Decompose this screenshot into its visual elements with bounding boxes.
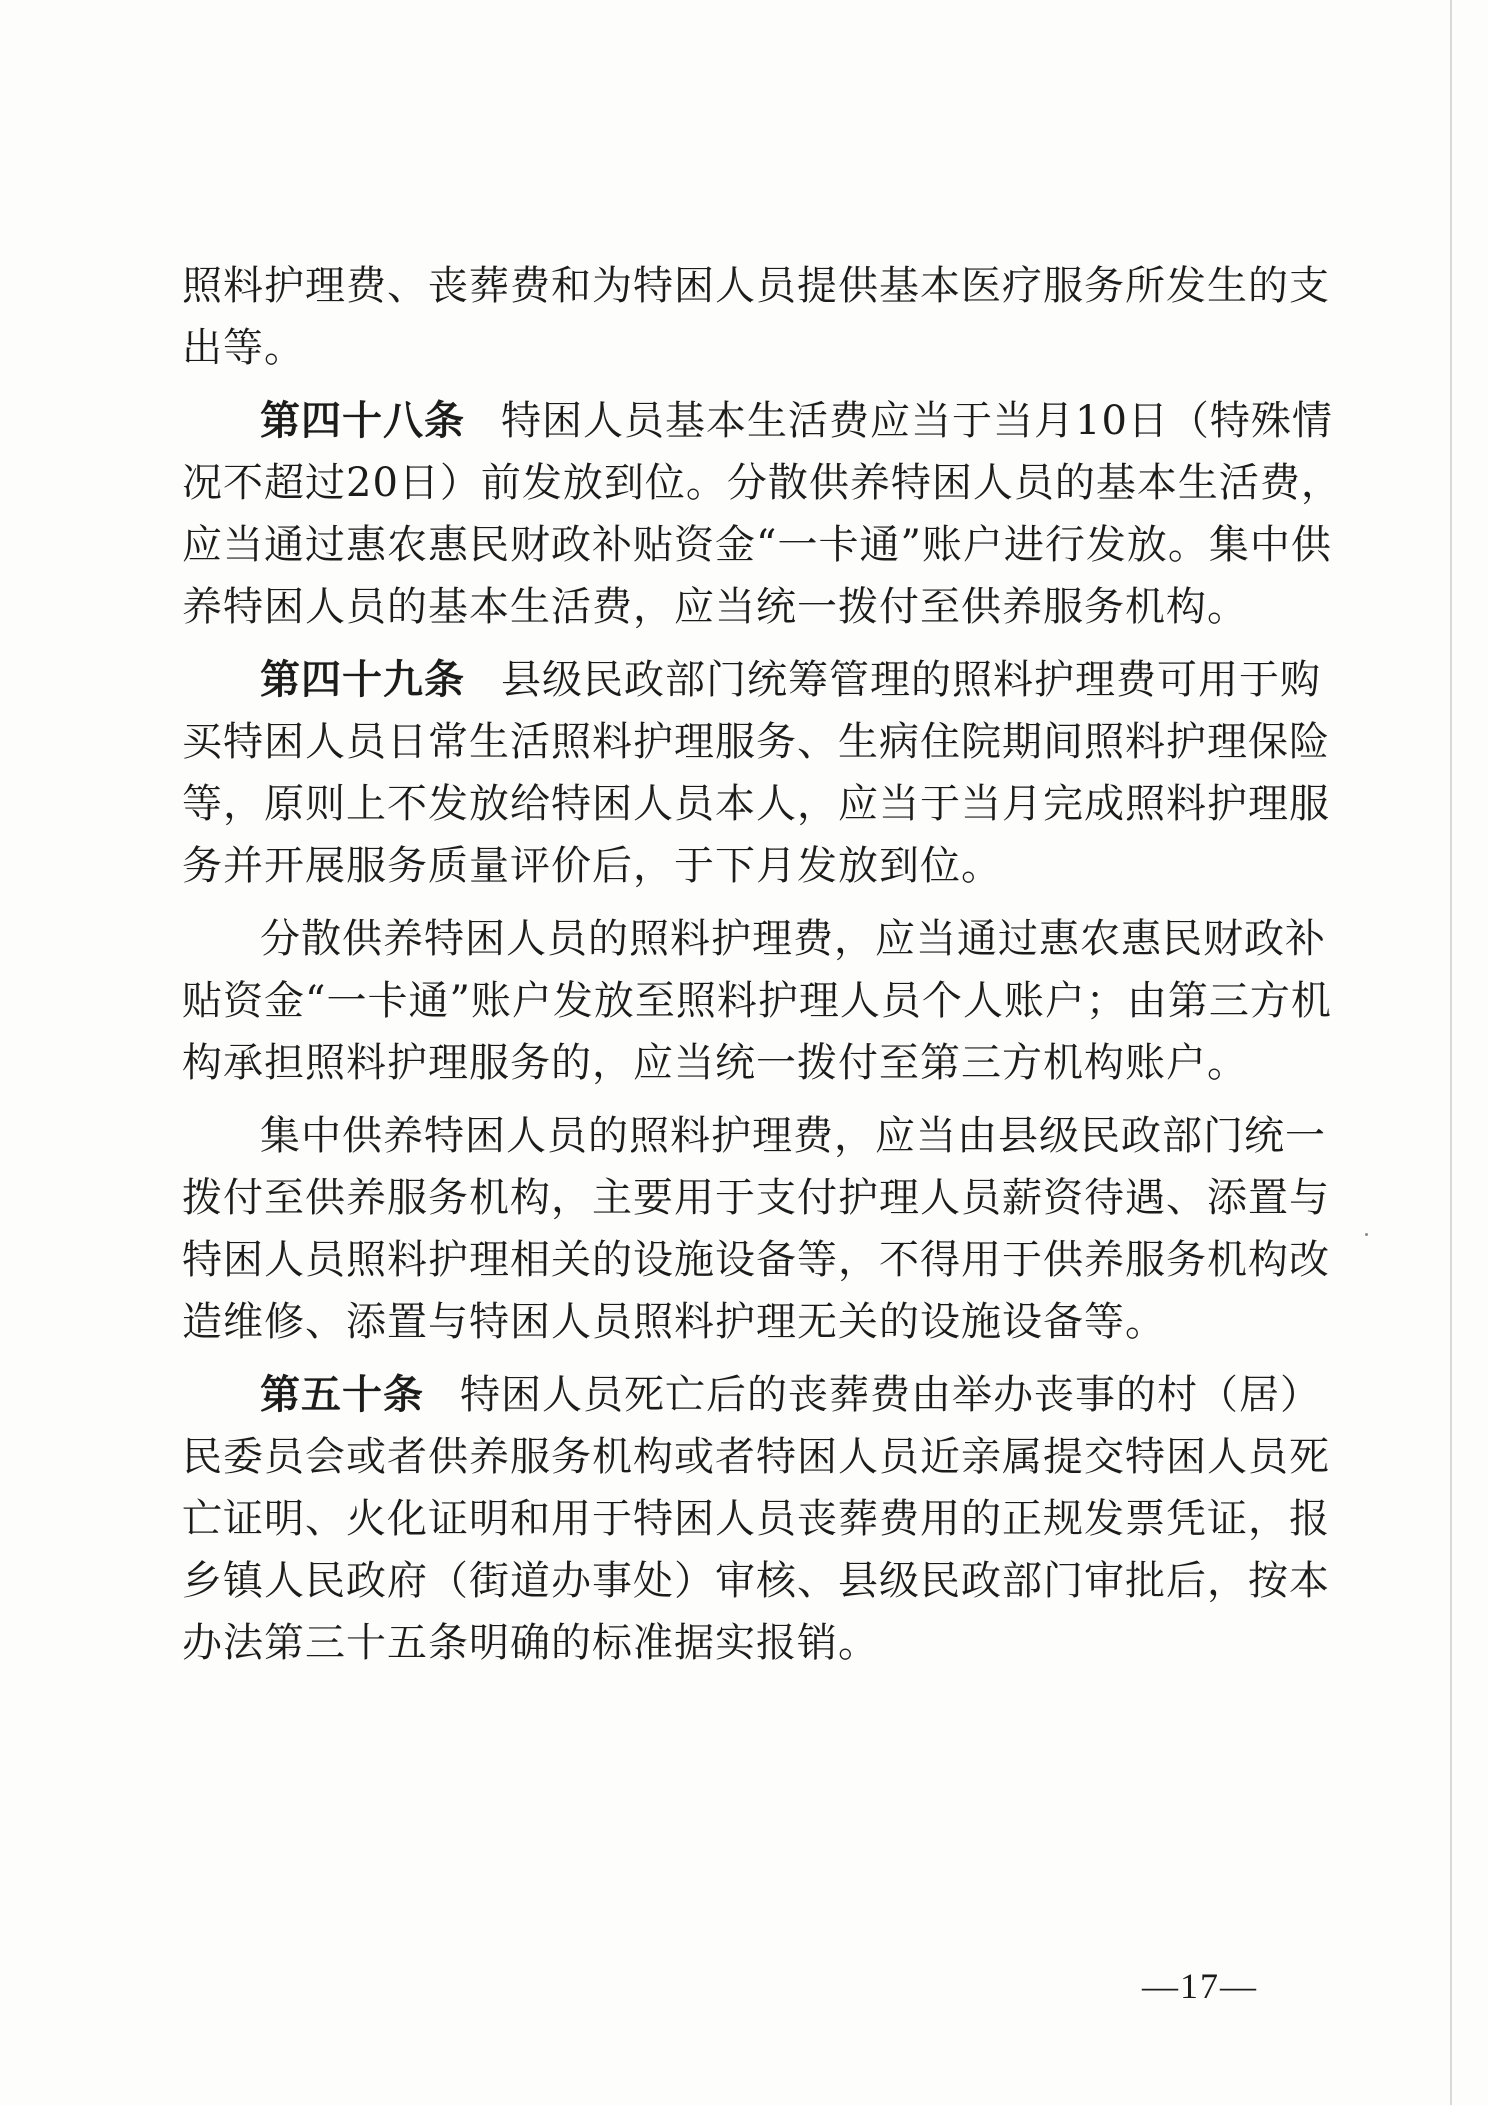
text-line: 等，原则上不发放给特困人员本人，应当于当月完成照料护理服 (182, 781, 1330, 827)
text-line: 买特困人员日常生活照料护理服务、生病住院期间照料护理保险 (182, 719, 1330, 765)
text-line: 拨付至供养服务机构，主要用于支付护理人员薪资待遇、添置与 (182, 1175, 1330, 1221)
text-line: 养特困人员的基本生活费，应当统一拨付至供养服务机构。 (182, 584, 1248, 630)
article-50-first-line (182, 1364, 1321, 1426)
text-line: 构承担照料护理服务的，应当统一拨付至第三方机构账户。 (182, 1040, 1248, 1086)
text-line: 出等。 (182, 325, 305, 371)
article-label: 第五十条 (260, 1372, 424, 1418)
page-number: —17— (1142, 1966, 1258, 2006)
text-line: 民委员会或者供养服务机构或者特困人员近亲属提交特困人员死 (182, 1434, 1330, 1480)
text-line: 办法第三十五条明确的标准据实报销。 (182, 1620, 879, 1666)
article-text: 县级民政部门统筹管理的照料护理费可用于购 (501, 657, 1321, 703)
text-line: 况不超过20日）前发放到位。分散供养特困人员的基本生活费， (182, 460, 1342, 506)
article-text: 特困人员死亡后的丧葬费由举办丧事的村（居） (460, 1372, 1321, 1418)
article-48-first-line (182, 390, 1333, 452)
article-label: 第四十九条 (260, 657, 465, 703)
paragraph-first-line: 集中供养特困人员的照料护理费，应当由县级民政部门统一 (260, 1113, 1326, 1159)
document-body (182, 255, 1342, 1674)
text-line: 贴资金“一卡通”账户发放至照料护理人员个人账户；由第三方机 (182, 978, 1332, 1024)
article-49-first-line (182, 649, 1321, 711)
text-line: 亡证明、火化证明和用于特困人员丧葬费用的正规发票凭证，报 (182, 1496, 1330, 1542)
article-label: 第四十八条 (260, 398, 465, 444)
text-line: 造维修、添置与特困人员照料护理无关的设施设备等。 (182, 1299, 1166, 1345)
text-line: 务并开展服务质量评价后，于下月发放到位。 (182, 843, 1002, 889)
scan-edge (1450, 0, 1452, 2105)
article-text: 特困人员基本生活费应当于当月10日（特殊情 (501, 398, 1333, 444)
paragraph-first-line: 分散供养特困人员的照料护理费，应当通过惠农惠民财政补 (260, 916, 1326, 962)
text-line: 乡镇人民政府（街道办事处）审核、县级民政部门审批后，按本 (182, 1558, 1330, 1604)
text-line: 应当通过惠农惠民财政补贴资金“一卡通”账户进行发放。集中供 (182, 522, 1332, 568)
text-line: 特困人员照料护理相关的设施设备等，不得用于供养服务机构改 (182, 1237, 1330, 1283)
scan-speck (1365, 1233, 1368, 1236)
text-line: 照料护理费、丧葬费和为特困人员提供基本医疗服务所发生的支 (182, 263, 1330, 309)
